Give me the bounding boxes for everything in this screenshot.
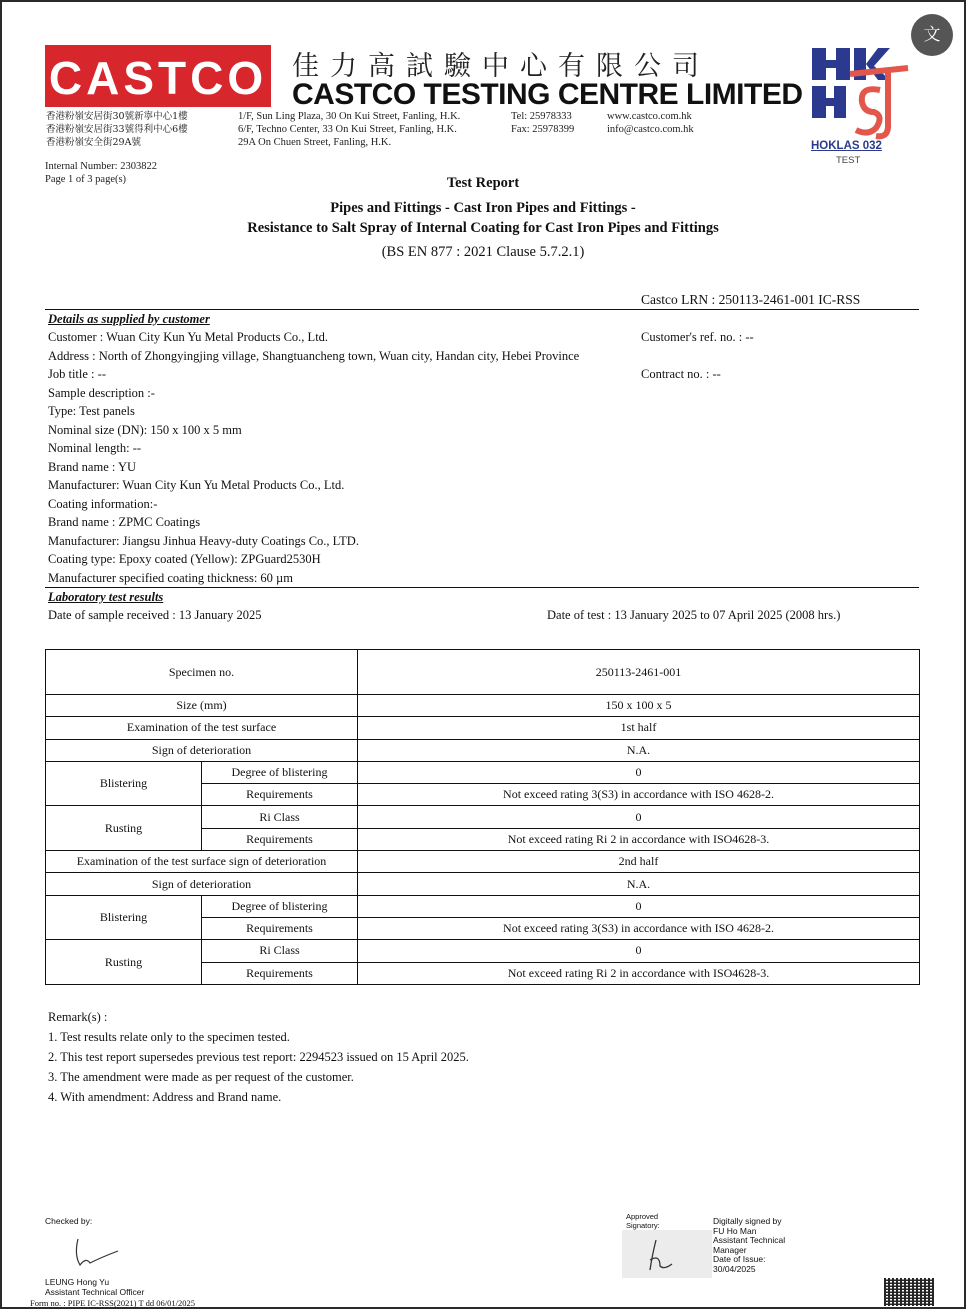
table-row: Rusting Ri Class 0 (46, 806, 920, 828)
hoklas-number: HOKLAS 032 (811, 140, 882, 152)
checked-by-label: Checked by: (45, 1216, 93, 1226)
table-row: Rusting Ri Class 0 (46, 940, 920, 962)
brand-name: Brand name : YU (48, 460, 137, 474)
report-subtitle-1: Pipes and Fittings - Cast Iron Pipes and Fittings - (330, 200, 636, 216)
approver-signature (642, 1236, 682, 1274)
phone-fax: Tel: 25978333 Fax: 25978399 (511, 111, 575, 135)
date-of-test: Date of test : 13 January 2025 to 07 April 2025 (2008 hrs.) (547, 608, 841, 622)
table-row: Requirements Not exceed rating 3(S3) in accordance with ISO 4628-2. (46, 784, 920, 806)
report-subtitle-2: Resistance to Salt Spray of Internal Coating for Cast Iron Pipes and Fittings (247, 220, 719, 236)
job-title: Job title : -- (48, 367, 106, 381)
table-row: Blistering Degree of blistering 0 (46, 895, 920, 917)
remark-item: 1. Test results relate only to the specimen tested. (48, 1030, 290, 1044)
table-row: Sign of deterioration N.A. (46, 739, 920, 761)
date-received: Date of sample received : 13 January 2025 (48, 608, 262, 622)
remark-item: 3. The amendment were made as per request of the customer. (48, 1070, 354, 1084)
address: Address : North of Zhongyingjing village, Shangtuancheng town, Wuan city, Handan city, Hebei Province (48, 349, 580, 363)
report-meta: Internal Number: 2303822 Page 1 of 3 page(s) (45, 161, 157, 185)
coating-manufacturer: Manufacturer: Jiangsu Jinhua Heavy-duty Coatings Co., LTD. (48, 534, 359, 548)
table-row: Specimen no. 250113-2461-001 (46, 650, 920, 695)
english-addresses: 1/F, Sun Ling Plaza, 30 On Kui Street, Fanling, H.K. 6/F, Techno Center, 33 On Kui Street, Fanling, H.K. 29A On Chuen Street, Fanling, H.K. (238, 111, 461, 148)
contract-no: Contract no. : -- (641, 367, 721, 381)
remarks-title: Remark(s) : (48, 1010, 108, 1024)
checker-details: LEUNG Hong Yu Assistant Technical Officer (45, 1277, 145, 1297)
coating-thickness: Manufacturer specified coating thickness: 60 µm (48, 571, 293, 585)
qr-code-icon[interactable] (884, 1278, 934, 1306)
approved-signatory-label: Approved Signatory: (626, 1212, 660, 1230)
coating-brand: Brand name : ZPMC Coatings (48, 515, 201, 529)
table-row: Examination of the test surface 1st half (46, 717, 920, 739)
table-row: Sign of deterioration N.A. (46, 873, 920, 895)
table-row: Blistering Degree of blistering 0 (46, 761, 920, 783)
nominal-size: Nominal size (DN): 150 x 100 x 5 mm (48, 423, 242, 437)
remark-item: 2. This test report supersedes previous test report: 2294523 issued on 15 April 2025. (48, 1050, 469, 1064)
divider (45, 587, 919, 588)
coating-information: Coating information:- (48, 497, 158, 511)
digital-signature-info: Digitally signed by FU Ho Man Assistant Technical Manager Date of Issue: 30/04/2025 (713, 1216, 786, 1274)
table-row: Requirements Not exceed rating Ri 2 in accordance with ISO4628-3. (46, 962, 920, 984)
details-section-title: Details as supplied by customer (48, 312, 210, 326)
translate-icon[interactable]: 文 (911, 14, 953, 56)
company-name-chinese: 佳力高試驗中心有限公司 (292, 51, 710, 82)
castco-logo: CASTCO (45, 45, 271, 107)
web-email: www.castco.com.hk info@castco.com.hk (607, 111, 694, 135)
lab-section-title: Laboratory test results (48, 590, 164, 604)
table-row: Examination of the test surface sign of deterioration 2nd half (46, 851, 920, 873)
form-no: Form no. : PIPE IC-RSS(2021) T dd 06/01/2025 (30, 1298, 195, 1308)
table-row: Requirements Not exceed rating 3(S3) in accordance with ISO 4628-2. (46, 917, 920, 939)
customer-ref: Customer's ref. no. : -- (641, 330, 754, 344)
company-name-english: CASTCO TESTING CENTRE LIMITED (292, 78, 803, 111)
manufacturer: Manufacturer: Wuan City Kun Yu Metal Products Co., Ltd. (48, 478, 345, 492)
sample-type: Type: Test panels (48, 404, 135, 418)
divider (45, 309, 919, 310)
customer: Customer : Wuan City Kun Yu Metal Products Co., Ltd. (48, 330, 329, 344)
castco-lrn: Castco LRN : 250113-2461-001 IC-RSS (641, 292, 861, 307)
table-row: Requirements Not exceed rating Ri 2 in accordance with ISO4628-3. (46, 828, 920, 850)
report-standard: (BS EN 877 : 2021 Clause 5.7.2.1) (381, 244, 585, 260)
hoklas-test: TEST (836, 155, 861, 166)
results-table (45, 649, 920, 985)
hoklas-logo (810, 46, 910, 146)
chinese-addresses: 香港粉嶺安居街30號新寧中心1樓 香港粉嶺安居街33號得利中心6樓 香港粉嶺安全街29A號 (46, 111, 188, 148)
table-row: Size (mm) 150 x 100 x 5 (46, 695, 920, 717)
nominal-length: Nominal length: -- (48, 441, 142, 455)
remark-item: 4. With amendment: Address and Brand name. (48, 1090, 282, 1104)
sample-description: Sample description :- (48, 386, 155, 400)
coating-type: Coating type: Epoxy coated (Yellow): ZPGuard2530H (48, 552, 321, 566)
checker-signature (62, 1235, 122, 1275)
report-title: Test Report (446, 175, 520, 191)
